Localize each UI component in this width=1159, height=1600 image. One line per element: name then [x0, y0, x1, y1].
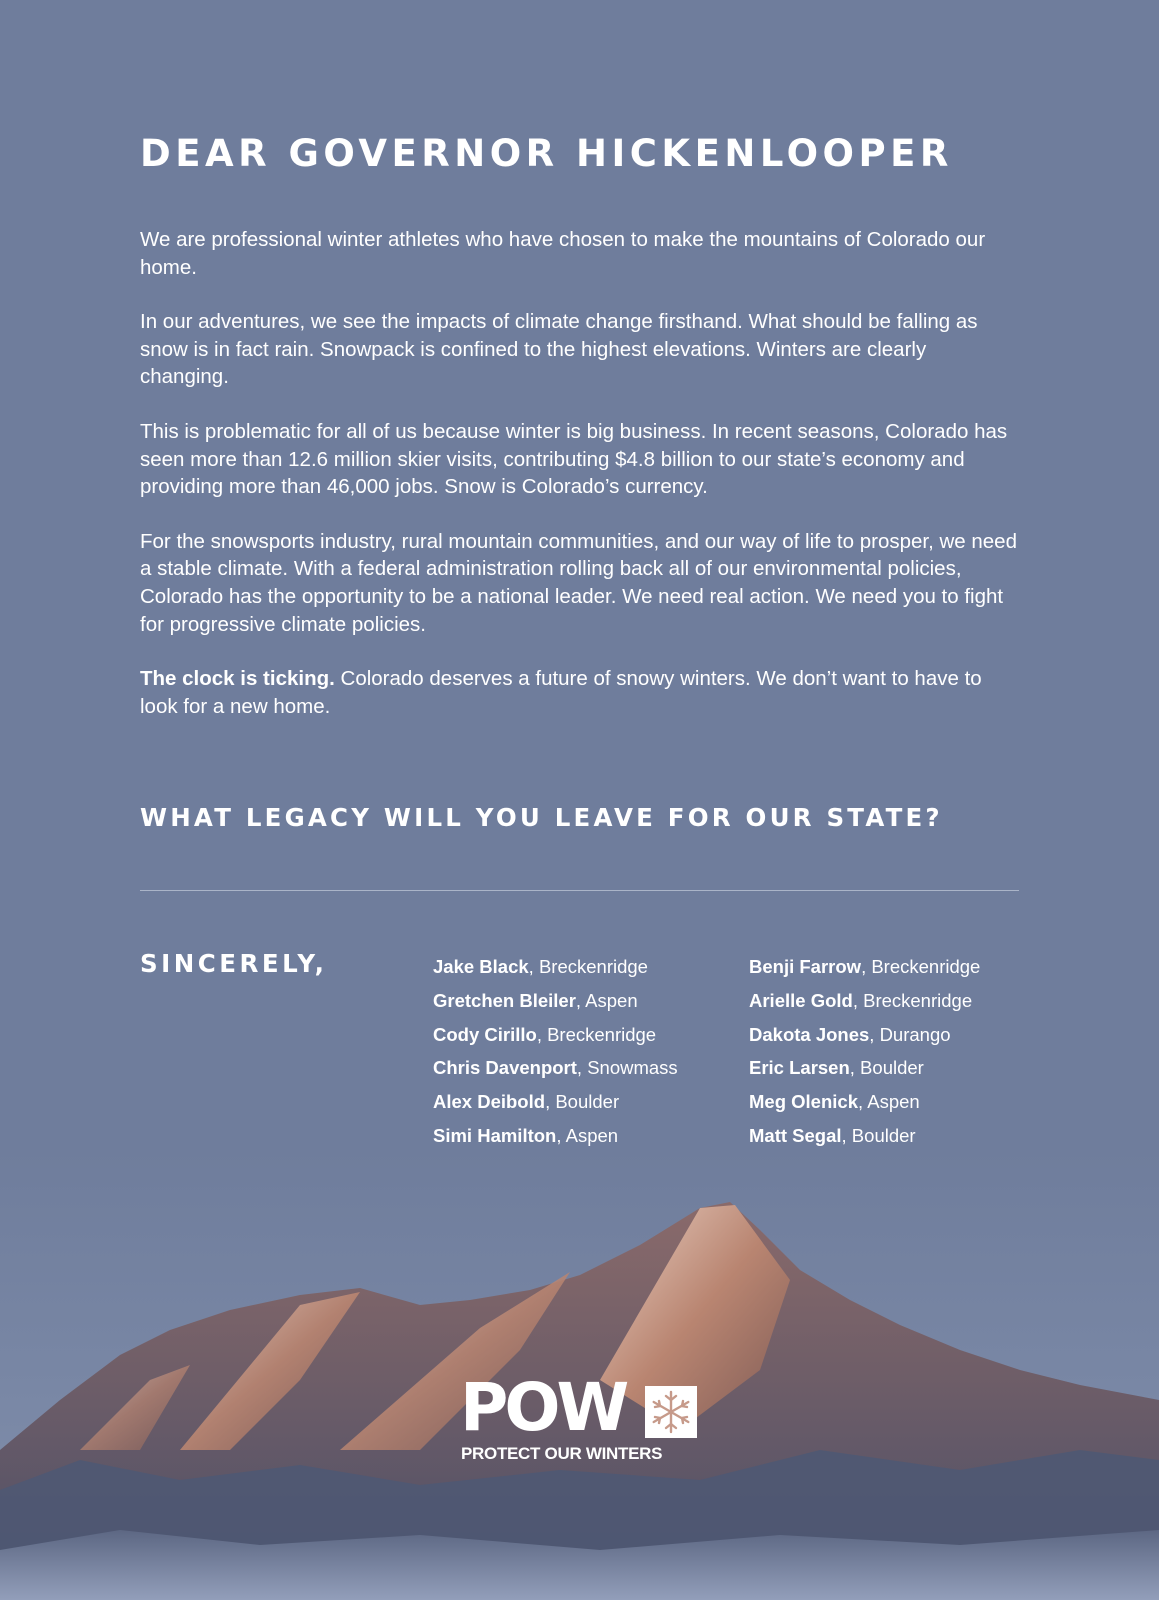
signer	[433, 984, 678, 1018]
signer	[749, 1119, 980, 1153]
pow-logo	[460, 1369, 700, 1468]
signer-town: , Snowmass	[576, 1057, 678, 1079]
paragraph: This is problematic for all of us because winter is big business. In recent seasons, Colorado has seen more than 12.6 million skier visits, contributing $4.8 billion to our state’s economy and providing more than 46,000 jobs. Snow is Colorado’s currency.	[140, 419, 1008, 499]
signer-name: Matt Segal	[749, 1124, 842, 1146]
signer	[749, 984, 980, 1018]
sincerely-label: SINCERELY,	[140, 949, 328, 978]
signer-name: Alex Deibold	[433, 1091, 546, 1113]
signer-name: Jake Black	[433, 956, 529, 977]
signers-column-2	[749, 950, 980, 1153]
signer	[433, 1119, 678, 1153]
signer-town: , Boulder	[849, 1057, 924, 1079]
signer-name: Gretchen Bleiler	[433, 989, 576, 1011]
signer	[749, 1085, 980, 1119]
paragraph: We are professional winter athletes who have chosen to make the mountains of Colorado our home.	[140, 228, 986, 279]
logo-tagline: PROTECT OUR WINTERS	[461, 1444, 663, 1463]
signer	[433, 1051, 678, 1085]
signer-town: , Aspen	[575, 989, 638, 1011]
signer-town: , Breckenridge	[852, 989, 973, 1011]
signers-column-1	[433, 950, 678, 1153]
signer	[433, 950, 678, 984]
signer	[433, 1018, 678, 1052]
signer-town: , Breckenridge	[536, 1023, 657, 1045]
signer	[749, 1018, 980, 1052]
closing-emphasis: The clock is ticking.	[140, 667, 335, 691]
signer-name: Simi Hamilton	[433, 1124, 557, 1146]
signer-name: Meg Olenick	[749, 1091, 858, 1113]
signer-name: Cody Cirillo	[433, 1023, 537, 1045]
signer-name: Dakota Jones	[749, 1023, 870, 1045]
signer	[749, 950, 980, 984]
paragraph: In our adventures, we see the impacts of climate change firsthand. What should be falling as snow is in fact rain. Snowpack is confined to the highest elevations. Winters are clearly changing.	[140, 310, 978, 389]
letter-body	[140, 226, 1020, 747]
logo-wordmark: POW	[460, 1369, 626, 1446]
letter-title: DEAR GOVERNOR HICKENLOOPER	[140, 132, 953, 175]
closing-text: Colorado deserves a future of snowy winters. We don’t want to have to look for a new home.	[140, 667, 982, 718]
signer-town: , Durango	[869, 1023, 951, 1045]
signer-name: Arielle Gold	[749, 989, 853, 1011]
signer-town: , Aspen	[556, 1124, 619, 1146]
signer-name: Chris Davenport	[433, 1057, 577, 1079]
snowflake-icon	[645, 1386, 697, 1438]
divider	[140, 890, 1019, 891]
signer-name: Eric Larsen	[749, 1057, 850, 1079]
signer-town: , Breckenridge	[861, 956, 981, 977]
closing-paragraph	[140, 665, 1020, 720]
paragraph: For the snowsports industry, rural mountain communities, and our way of life to prosper, we need a stable climate. With a federal administration rolling back all of our environmental policies, Colorado has the opportunity to be a national leader. We need real action. We need you to fight for progressive climate policies.	[140, 529, 1017, 636]
signer-town: , Boulder	[545, 1091, 620, 1113]
legacy-heading: WHAT LEGACY WILL YOU LEAVE FOR OUR STATE?	[140, 803, 943, 832]
signer-name: Benji Farrow	[749, 956, 862, 977]
signer-town: , Breckenridge	[528, 956, 648, 977]
signer	[433, 1085, 678, 1119]
signer-town: , Aspen	[857, 1091, 920, 1113]
signer	[749, 1051, 980, 1085]
signer-town: , Boulder	[841, 1124, 916, 1146]
